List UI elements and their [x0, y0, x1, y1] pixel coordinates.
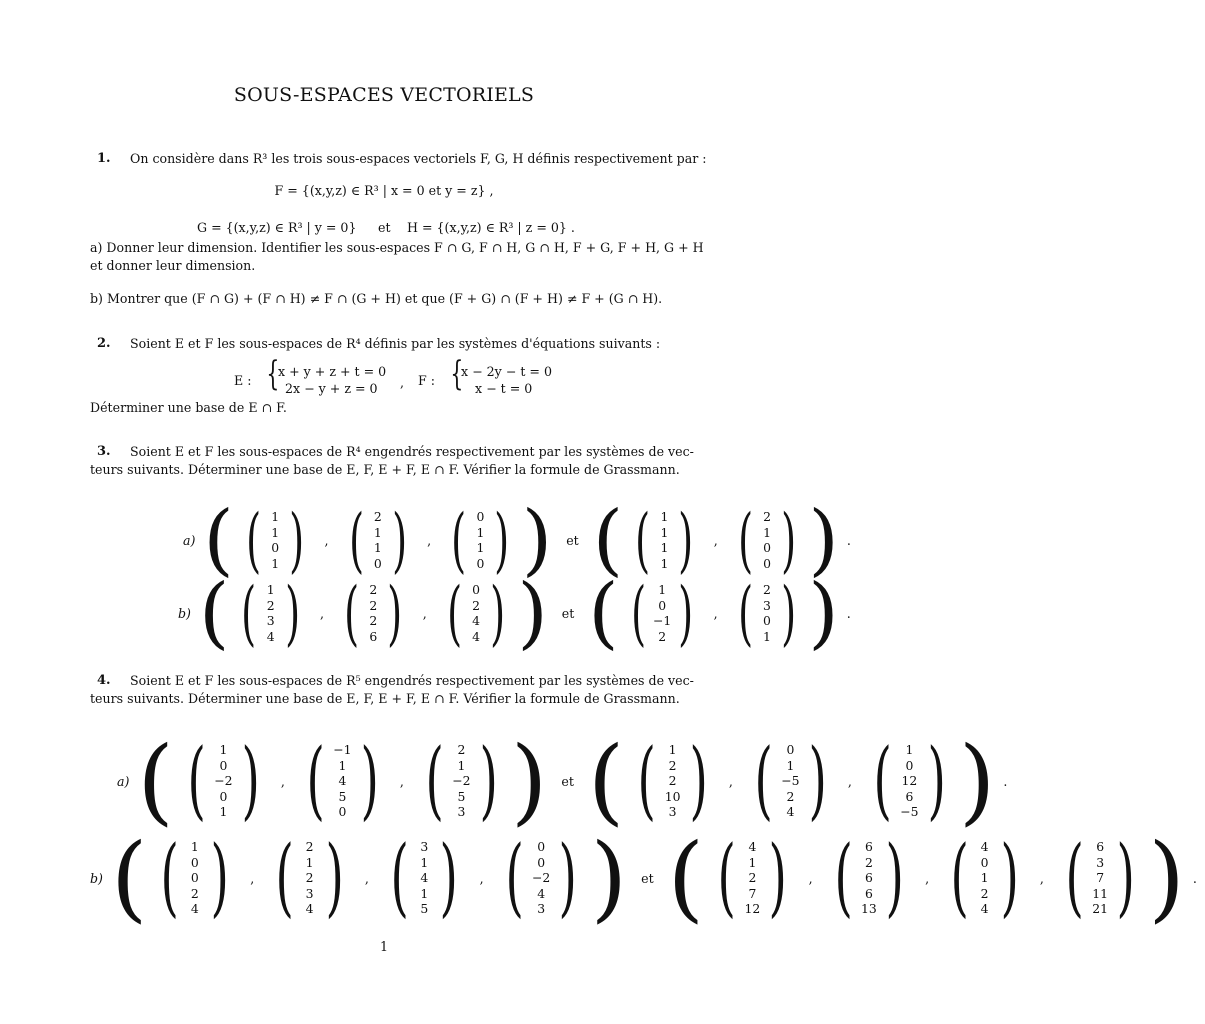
- left-paren: (: [754, 731, 773, 831]
- right-paren: ): [284, 572, 300, 654]
- vector: [630, 727, 715, 836]
- vector-component: 4: [748, 839, 757, 855]
- right-paren: ): [768, 828, 788, 928]
- exercise-1-part-a-line1: a) Donner leur dimension. Identifier les sous-espaces F ∩ G, F ∩ H, G ∩ H, F + G, F + H, G + H: [90, 240, 704, 255]
- exercise-4-number: 4.: [97, 673, 111, 688]
- part-label: a): [183, 532, 196, 548]
- vector-family: [199, 568, 548, 658]
- vector-component: 0: [762, 613, 771, 628]
- vector: [732, 568, 803, 658]
- comma: ,: [364, 870, 369, 886]
- et-label: et: [561, 773, 574, 789]
- left-paren: (: [137, 726, 174, 836]
- vector-component: 2: [748, 870, 757, 886]
- vector-component: 2: [305, 870, 314, 886]
- right-paren: ): [808, 495, 839, 585]
- vector-component: 0: [905, 757, 914, 773]
- vector-component: 13: [861, 901, 877, 917]
- vector-component: 1: [420, 854, 429, 870]
- vector-component: 0: [658, 597, 667, 613]
- vector-component: 11: [1092, 885, 1109, 901]
- vector-component: 1: [190, 839, 199, 855]
- left-paren: (: [630, 572, 646, 654]
- vector: [338, 568, 409, 658]
- vector-family: [588, 727, 995, 836]
- vector-component: 1: [271, 555, 280, 571]
- period: .: [1003, 773, 1008, 789]
- vector: [268, 824, 351, 933]
- left-paren: (: [834, 828, 853, 928]
- vector-component: 1: [763, 524, 772, 540]
- exercise-4-line1: Soient E et F les sous-espaces de R⁵ engendrés respectivement par les systèmes de vec-: [130, 673, 694, 688]
- vector-component: 0: [219, 757, 228, 773]
- vector-component: 1: [219, 742, 228, 758]
- vector-component: 2: [369, 597, 378, 613]
- vector-component: 0: [190, 854, 199, 870]
- exercise-3-line2: teurs suivants. Déterminer une base de E, F, E + F, E ∩ F. Vérifier la formule de Grassmann.: [90, 462, 680, 477]
- left-paren: (: [275, 828, 295, 928]
- page-number: 1: [379, 939, 388, 954]
- left-paren: (: [588, 568, 619, 658]
- page-title: SOUS-ESPACES VECTORIELS: [233, 84, 535, 106]
- right-paren: ): [490, 572, 506, 654]
- vector: [235, 568, 306, 658]
- exercise-1-intro: On considère dans R³ les trois sous-espaces vectoriels F, G, H définis respectivement par :: [130, 151, 707, 166]
- exercise-4-line2: teurs suivants. Déterminer une base de E, F, E + F, E ∩ F. Vérifier la formule de Grassmann.: [90, 691, 680, 706]
- vector-component: 3: [1096, 854, 1105, 870]
- vector: [299, 727, 386, 836]
- left-paren: (: [390, 828, 409, 928]
- right-paren: ): [927, 731, 946, 831]
- vector: [1058, 824, 1143, 933]
- exercise-3-line1: Soient E et F les sous-espaces de R⁴ engendrés respectivement par les systèmes de vec-: [130, 444, 694, 459]
- comma: ,: [925, 870, 930, 886]
- vector-component: 2: [369, 582, 378, 597]
- comma: ,: [728, 773, 733, 789]
- comma: ,: [713, 532, 718, 548]
- vector-component: 7: [748, 885, 757, 901]
- left-paren: (: [950, 828, 970, 928]
- vector-component: 4: [472, 628, 480, 644]
- vector-component: 0: [190, 870, 199, 886]
- vector: [441, 568, 512, 658]
- vector-component: 2: [472, 597, 480, 613]
- vector-component: 6: [905, 788, 914, 804]
- right-paren: ): [210, 828, 229, 928]
- vector-component: 2: [668, 773, 677, 789]
- vector-component: 2: [658, 628, 667, 644]
- vector-component: 0: [373, 555, 382, 571]
- left-paren: (: [160, 828, 180, 928]
- right-paren: ): [781, 572, 797, 654]
- left-paren: (: [348, 499, 364, 581]
- vector-component: 4: [980, 901, 989, 917]
- left-paren: (: [737, 499, 753, 581]
- right-paren: ): [678, 572, 694, 654]
- right-paren: ): [494, 499, 510, 581]
- vector-component: 0: [980, 854, 989, 870]
- right-paren: ): [885, 828, 904, 928]
- vector-component: 1: [373, 540, 382, 555]
- comma: ,: [1039, 870, 1044, 886]
- right-paren: ): [241, 731, 260, 831]
- vector: [625, 568, 700, 658]
- right-paren: ): [479, 731, 498, 831]
- left-paren: (: [635, 499, 651, 581]
- vector-component: 1: [457, 757, 466, 773]
- vector-component: 1: [266, 582, 275, 597]
- vector-component: 2: [980, 885, 989, 901]
- vector-component: 0: [338, 804, 347, 820]
- vector-component: 2: [864, 854, 873, 870]
- vector: [747, 727, 834, 836]
- left-paren: (: [587, 726, 625, 836]
- right-paren: ): [808, 568, 839, 658]
- vector-component: 6: [369, 628, 378, 644]
- part-label: b): [178, 605, 191, 621]
- exercise-2-intro: Soient E et F les sous-espaces de R⁴ définis par les systèmes d'équations suivants :: [130, 336, 661, 351]
- part-label: a): [117, 773, 130, 789]
- vector-component: 1: [305, 854, 314, 870]
- vector-component: 12: [744, 901, 761, 917]
- vector-component: 4: [266, 628, 275, 644]
- exercise-3-part-a: [183, 495, 859, 585]
- vector-component: 3: [420, 839, 429, 855]
- vector-component: 1: [271, 524, 280, 540]
- left-paren: (: [505, 828, 524, 928]
- vector-component: 0: [476, 509, 485, 524]
- left-paren: (: [451, 499, 467, 581]
- vector-component: −1: [653, 613, 672, 628]
- left-paren: (: [344, 572, 360, 654]
- vector: [943, 824, 1026, 933]
- vector-component: 3: [305, 885, 314, 901]
- vector-component: −2: [452, 773, 471, 789]
- vector-component: 2: [369, 613, 378, 628]
- et-label: et: [641, 870, 654, 886]
- vector-component: −5: [900, 804, 919, 820]
- left-paren: (: [446, 572, 462, 654]
- left-paren: (: [737, 572, 753, 654]
- vector-component: 3: [537, 901, 546, 917]
- vector-component: 0: [219, 788, 228, 804]
- right-paren: ): [325, 828, 344, 928]
- comma: ,: [479, 870, 484, 886]
- period: .: [846, 532, 851, 548]
- left-paren: (: [425, 731, 444, 831]
- exercise-2-task: Déterminer une base de E ∩ F.: [90, 400, 287, 415]
- vector-component: 2: [373, 509, 382, 524]
- vector-component: 1: [660, 509, 669, 524]
- exercise-4-part-b: [90, 823, 1205, 933]
- vector-family: [137, 727, 547, 836]
- vector-component: 1: [660, 540, 669, 555]
- left-paren: (: [187, 731, 206, 831]
- vector: [153, 824, 236, 933]
- vector-component: 3: [457, 804, 466, 820]
- vector-component: 5: [457, 788, 466, 804]
- period: .: [846, 605, 851, 621]
- brace-E: {: [266, 354, 280, 394]
- vector-component: 1: [219, 804, 228, 820]
- vector-component: 0: [271, 540, 280, 555]
- right-paren: ): [808, 731, 827, 831]
- et-label: et: [566, 532, 579, 548]
- vector-component: 21: [1092, 901, 1109, 917]
- right-paren: ): [590, 823, 628, 933]
- vector-component: 2: [762, 582, 771, 597]
- exercise-1-part-a-line2: et donner leur dimension.: [90, 258, 256, 273]
- vector-component: 4: [980, 839, 989, 855]
- right-paren: ): [521, 495, 553, 585]
- vector-component: 0: [763, 540, 772, 555]
- vector: [710, 824, 795, 933]
- vector-component: 1: [762, 628, 771, 644]
- right-paren: ): [1116, 828, 1135, 928]
- vector-component: 2: [786, 788, 795, 804]
- vector: [383, 824, 466, 933]
- vector-component: 4: [420, 870, 429, 886]
- right-paren: ): [781, 499, 797, 581]
- vector-component: 7: [1096, 870, 1105, 886]
- exercise-4-part-a: [117, 726, 1015, 836]
- vector-component: 4: [537, 885, 546, 901]
- comma: ,: [847, 773, 852, 789]
- exercise-1-part-b: b) Montrer que (F ∩ G) + (F ∩ H) ≠ F ∩ (G + H) et que (F + G) ∩ (F + H) ≠ F + (G ∩ H).: [90, 291, 663, 306]
- vector-component: 1: [338, 757, 347, 773]
- vector-family: [588, 568, 838, 658]
- vector-component: 2: [668, 757, 677, 773]
- vector-component: 1: [668, 742, 677, 758]
- vector-component: 2: [305, 839, 314, 855]
- vector-component: 1: [420, 885, 429, 901]
- left-paren: (: [667, 823, 705, 933]
- vector-component: 1: [748, 854, 757, 870]
- part-label: b): [90, 870, 103, 886]
- vector: [866, 727, 953, 836]
- comma: ,: [250, 870, 255, 886]
- vector: [498, 824, 585, 933]
- system-E-label: E :: [234, 373, 252, 388]
- vector-component: 4: [305, 901, 314, 917]
- vector-component: 2: [266, 597, 275, 613]
- right-paren: ): [1148, 823, 1185, 933]
- vector-component: 6: [1096, 839, 1105, 855]
- vector-component: 6: [864, 839, 873, 855]
- exercise-1-number: 1.: [97, 151, 111, 166]
- left-paren: (: [246, 499, 262, 581]
- vector-component: 0: [476, 555, 485, 571]
- vector-component: 4: [190, 901, 199, 917]
- vector-component: −1: [333, 742, 352, 758]
- vector-component: 2: [457, 742, 466, 758]
- left-paren: (: [1065, 828, 1084, 928]
- right-paren: ): [678, 499, 694, 581]
- system-comma: ,: [400, 375, 405, 390]
- vector: [418, 727, 505, 836]
- brace-F: {: [450, 354, 464, 394]
- vector-component: 3: [668, 804, 677, 820]
- vector-component: 1: [980, 870, 989, 886]
- left-paren: (: [592, 495, 624, 585]
- vector-component: 5: [338, 788, 347, 804]
- comma: ,: [427, 532, 432, 548]
- vector-component: 1: [660, 524, 669, 540]
- vector-component: 2: [190, 885, 199, 901]
- vector-component: 1: [658, 582, 667, 597]
- vector: [827, 824, 912, 933]
- period: .: [1192, 870, 1197, 886]
- right-paren: ): [387, 572, 403, 654]
- left-paren: (: [198, 568, 230, 658]
- left-paren: (: [110, 823, 148, 933]
- left-paren: (: [873, 731, 892, 831]
- vector-component: 0: [472, 582, 480, 597]
- vector-component: 6: [864, 870, 873, 886]
- right-paren: ): [391, 499, 407, 581]
- vector: [180, 727, 267, 836]
- right-paren: ): [360, 731, 379, 831]
- vector-component: 4: [338, 773, 347, 789]
- vector-component: 1: [373, 524, 382, 540]
- exercise-3-number: 3.: [97, 444, 111, 459]
- comma: ,: [713, 605, 718, 621]
- right-paren: ): [517, 568, 548, 658]
- vector-component: −2: [214, 773, 233, 789]
- vector-component: 0: [537, 839, 546, 855]
- vector-component: 12: [901, 773, 918, 789]
- left-paren: (: [203, 495, 234, 585]
- vector-component: 5: [420, 901, 429, 917]
- vector-component: 1: [476, 524, 485, 540]
- system-F-eq2: x − t = 0: [475, 381, 533, 396]
- left-paren: (: [717, 828, 736, 928]
- vector-component: 10: [664, 788, 681, 804]
- left-paren: (: [241, 572, 257, 654]
- equation-G: G = {(x,y,z) ∈ R³ | y = 0}: [197, 220, 357, 235]
- vector-component: 2: [763, 509, 772, 524]
- vector-component: 1: [476, 540, 485, 555]
- vector-family: [668, 824, 1185, 933]
- vector-component: 4: [472, 613, 480, 628]
- exercise-3-part-b: [178, 568, 859, 658]
- left-paren: (: [306, 731, 325, 831]
- right-paren: ): [439, 828, 459, 928]
- system-F-label: F :: [418, 373, 435, 388]
- vector-component: 0: [537, 854, 546, 870]
- vector-component: 6: [864, 885, 873, 901]
- system-E-eq2: 2x − y + z = 0: [285, 381, 378, 396]
- et-label: et: [561, 605, 575, 621]
- comma: ,: [280, 773, 285, 789]
- right-paren: ): [1000, 828, 1019, 928]
- vector-component: 3: [762, 597, 771, 613]
- vector-component: 0: [786, 742, 795, 758]
- right-paren: ): [510, 726, 548, 836]
- right-paren: ): [558, 828, 578, 928]
- equation-F: F = {(x,y,z) ∈ R³ | x = 0 et y = z} ,: [274, 183, 494, 198]
- vector-component: 3: [266, 613, 275, 628]
- vector-component: 1: [786, 757, 795, 773]
- vector-component: 0: [763, 555, 772, 571]
- system-E-eq1: x + y + z + t = 0: [278, 364, 387, 379]
- right-paren: ): [958, 726, 996, 836]
- vector-component: 1: [271, 509, 280, 524]
- comma: ,: [320, 605, 325, 621]
- vector-family: [111, 824, 627, 933]
- exercise-2-number: 2.: [97, 336, 111, 351]
- left-paren: (: [637, 731, 657, 831]
- equation-et: et: [378, 220, 391, 235]
- vector-component: 1: [660, 555, 669, 571]
- vector-component: 4: [786, 804, 795, 820]
- vector-component: −5: [781, 773, 800, 789]
- system-F-eq1: x − 2y − t = 0: [461, 364, 552, 379]
- vector-component: 1: [905, 742, 914, 758]
- equation-H: H = {(x,y,z) ∈ R³ | z = 0} .: [407, 220, 575, 235]
- right-paren: ): [689, 731, 708, 831]
- comma: ,: [324, 532, 329, 548]
- comma: ,: [422, 605, 427, 621]
- comma: ,: [808, 870, 813, 886]
- vector-component: −2: [532, 870, 551, 886]
- right-paren: ): [289, 499, 305, 581]
- comma: ,: [399, 773, 404, 789]
